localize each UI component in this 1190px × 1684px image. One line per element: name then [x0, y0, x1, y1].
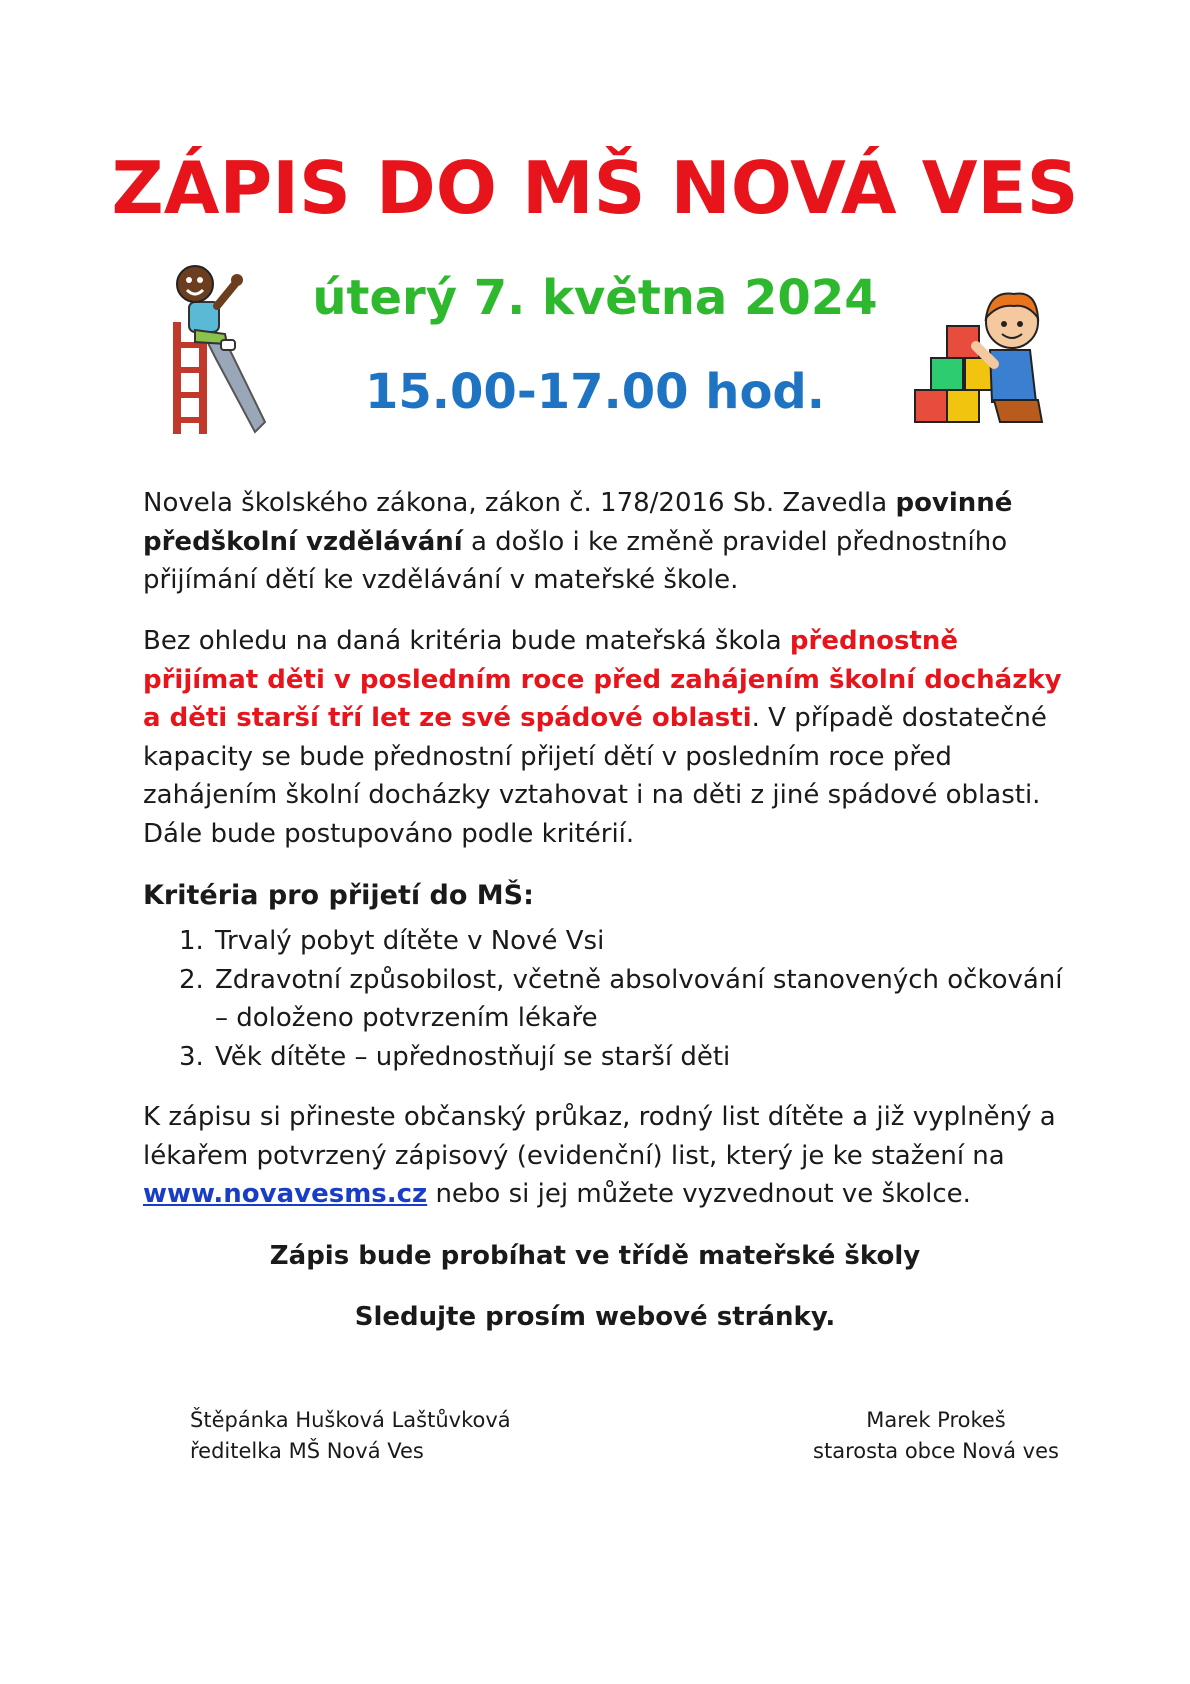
- criteria-list: [143, 922, 1063, 1076]
- mayor-role: starosta obce Nová ves: [813, 1439, 1059, 1463]
- intro-text-1: Novela školského zákona, zákon č. 178/2016 Sb. Zavedla: [143, 488, 896, 518]
- priority-paragraph: [143, 622, 1063, 853]
- criteria-item-text: Trvalý pobyt dítěte v Nové Vsi: [215, 926, 605, 956]
- documents-paragraph: [143, 1098, 1063, 1214]
- mayor-name: Marek Prokeš: [866, 1408, 1006, 1432]
- intro-paragraph: [143, 484, 1063, 600]
- event-time: 15.00-17.00 hod.: [364, 364, 826, 420]
- criteria-item-text: Zdravotní způsobilost, včetně absolvování stanovených očkování – doloženo potvrzením lékaře: [215, 964, 1063, 1033]
- criteria-item: [143, 922, 1063, 961]
- criteria-item-number: 3.: [179, 1041, 204, 1072]
- director-signature: [190, 1405, 511, 1467]
- criteria-item-number: 2.: [179, 964, 204, 995]
- mayor-signature: [800, 1405, 1072, 1467]
- director-name: Štěpánka Hušková Laštůvková: [190, 1408, 511, 1432]
- criteria-item: [143, 1038, 1063, 1077]
- website-link[interactable]: www.novavesms.cz: [143, 1179, 428, 1209]
- criteria-item-text: Věk dítěte – upřednostňují se starší děti: [215, 1041, 731, 1072]
- website-note: Sledujte prosím webové stránky.: [354, 1302, 836, 1332]
- director-role: ředitelka MŠ Nová Ves: [190, 1439, 424, 1463]
- intro-bold: povinné předškolní vzdělávání: [143, 488, 1013, 557]
- event-date: úterý 7. května 2024: [312, 270, 878, 326]
- location-note: Zápis bude probíhat ve třídě mateřské školy: [269, 1241, 921, 1271]
- criteria-item-number: 1.: [179, 926, 204, 956]
- documents-text-2: nebo si jej můžete vyzvednout ve školce.: [427, 1179, 971, 1209]
- page-title: ZÁPIS DO MŠ NOVÁ VES: [111, 146, 1079, 230]
- intro-text-2: a došlo i ke změně pravidel přednostního přijímání dětí ke vzdělávání v mateřské škole.: [143, 526, 1008, 595]
- documents-text-1: K zápisu si přineste občanský průkaz, rodný list dítěte a již vyplněný a lékařem potvrzený zápisový (evidenční) list, který je ke stažení na: [143, 1102, 1056, 1171]
- priority-highlight: přednostně přijímat děti v posledním roce před zahájením školní docházky a děti starší tří let ze své spádové oblasti: [143, 626, 1062, 733]
- criteria-item: [143, 961, 1063, 1038]
- priority-text-1: Bez ohledu na daná kritéria bude mateřská škola: [143, 626, 790, 656]
- priority-text-2: . V případě dostatečné kapacity se bude přednostní přijetí dětí v posledním roce před zahájením školní docházky vztahovat i na děti z jiné spádové oblasti. Dále bude postupováno podle kritérií.: [143, 703, 1047, 849]
- criteria-heading: Kritéria pro přijetí do MŠ:: [143, 880, 534, 911]
